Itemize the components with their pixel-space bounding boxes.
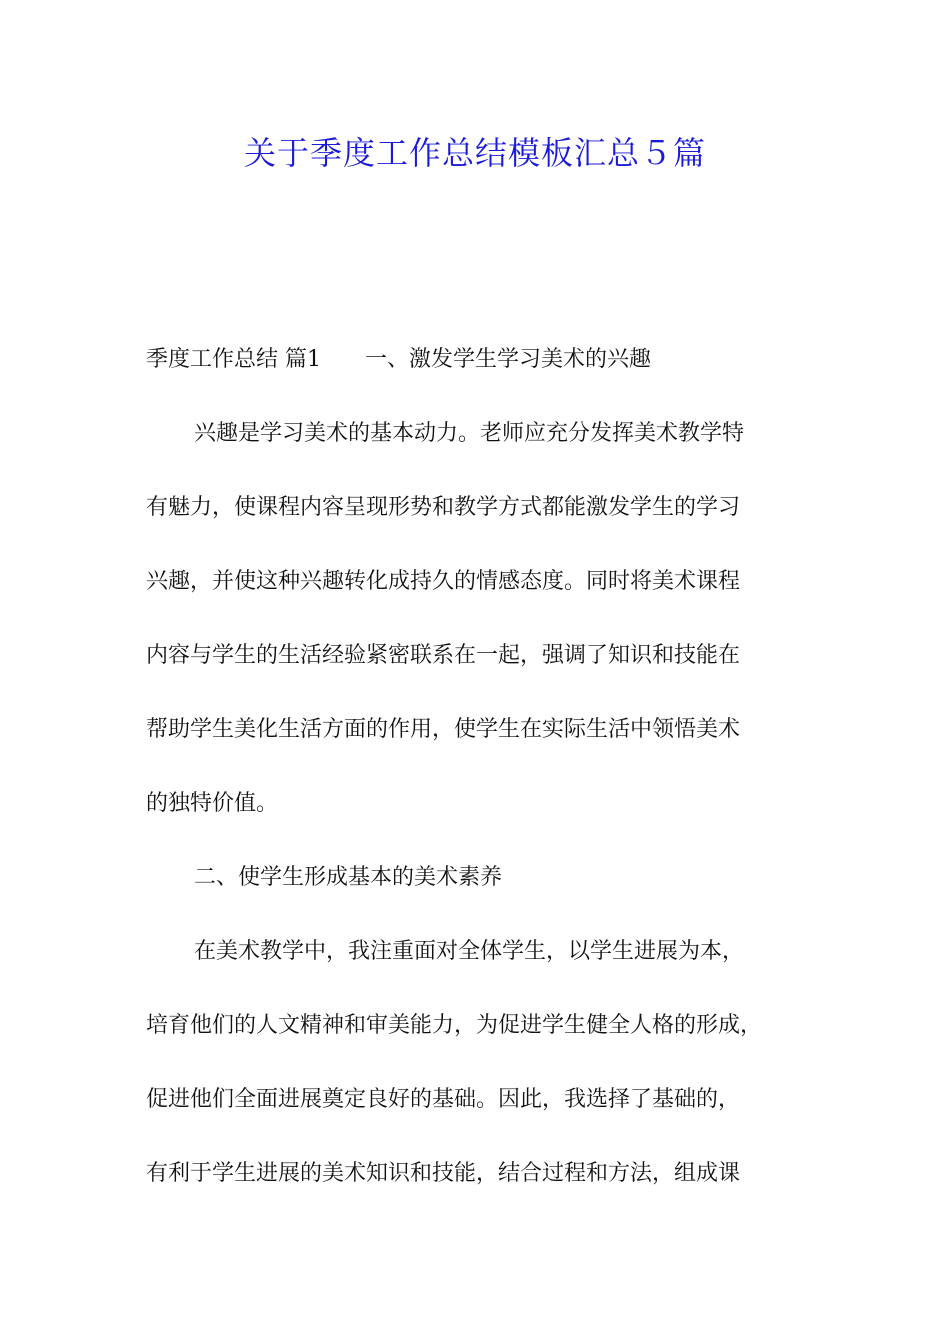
paragraph-line: 内容与学生的生活经验紧密联系在一起，强调了知识和技能在 (146, 643, 741, 668)
paragraph-line: 培育他们的人文精神和审美能力，为促进学生健全人格的形成， (146, 1013, 763, 1038)
paragraph-line: 有魅力，使课程内容呈现形势和教学方式都能激发学生的学习 (146, 495, 741, 520)
paragraph-line: 在美术教学中，我注重面对全体学生，以学生进展为本， (194, 939, 745, 964)
section-header-line (146, 334, 808, 408)
section-label: 季度工作总结 篇1 (146, 347, 321, 372)
paragraph-line: 有利于学生进展的美术知识和技能，结合过程和方法，组成课 (146, 1161, 741, 1186)
paragraph-1 (146, 408, 808, 852)
paragraph-line: 的独特价值。 (146, 791, 279, 816)
paragraph-line: 帮助学生美化生活方面的作用，使学生在实际生活中领悟美术 (146, 717, 741, 742)
paragraph-2 (146, 926, 808, 1222)
heading-2: 二、使学生形成基本的美术素养 (194, 865, 503, 890)
paragraph-line: 兴趣是学习美术的基本动力。老师应充分发挥美术教学特 (194, 421, 745, 446)
heading-1: 一、激发学生学习美术的兴趣 (365, 347, 652, 372)
paragraph-line: 兴趣，并使这种兴趣转化成持久的情感态度。同时将美术课程 (146, 569, 741, 594)
document-title: 关于季度工作总结模板汇总５篇 (243, 134, 706, 172)
document-body (146, 334, 808, 1222)
paragraph-line: 促进他们全面进展奠定良好的基础。因此，我选择了基础的， (146, 1087, 741, 1112)
